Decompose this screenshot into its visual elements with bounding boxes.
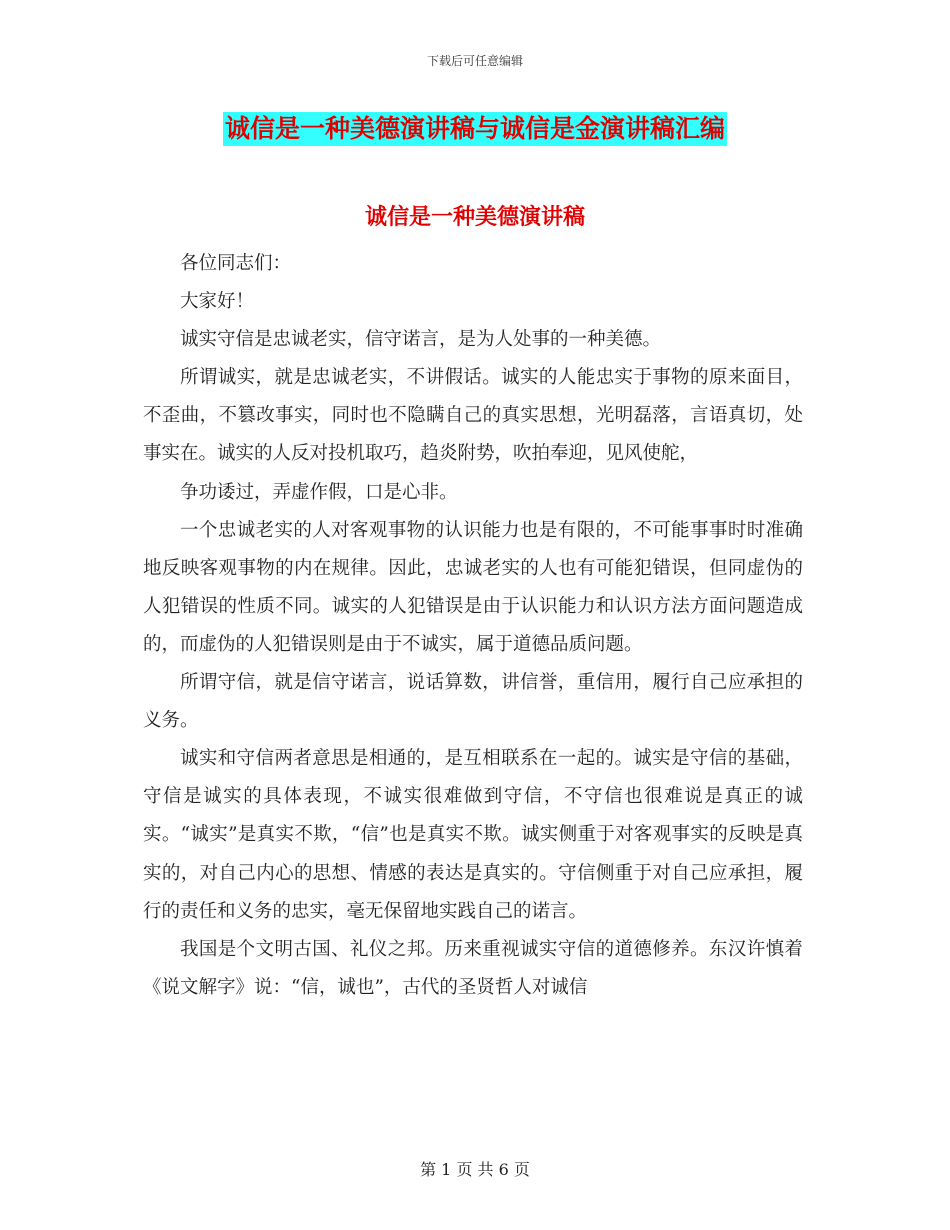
document-title-container [0,112,950,146]
page-header-note: 下载后可任意编辑 [426,54,523,68]
paragraph: 一个忠诚老实的人对客观事物的认识能力也是有限的，不可能事事时时准确地反映客观事物的内在规律。因此，忠诚老实的人也有可能犯错误，但同虚伪的人犯错误的性质不同。诚实的人犯错误是由于认识能力和认识方法方面问题造成的，而虚伪的人犯错误则是由于不诚实，属于道德品质问题。 [143,519,803,655]
paragraph: 所谓诚实，就是忠诚老实，不讲假话。诚实的人能忠实于事物的原来面目，不歪曲，不篡改事实，同时也不隐瞒自己的真实思想，光明磊落，言语真切，处事实在。诚实的人反对投机取巧，趋炎附势，吹拍奉迎，见风使舵， [143,367,803,465]
paragraph: 各位同志们： [180,253,292,274]
page-number-footer: 第 1 页 共 6 页 [420,1160,530,1179]
paragraph: 所谓守信，就是信守诺言，说话算数，讲信誉，重信用，履行自己应承担的义务。 [143,672,803,732]
document-title: 诚信是一种美德演讲稿与诚信是金演讲稿汇编 [223,112,727,146]
paragraph: 诚实和守信两者意思是相通的，是互相联系在一起的。诚实是守信的基础，守信是诚实的具体表现，不诚实很难做到守信，不守信也很难说是真正的诚实。“诚实”是真实不欺，“信”也是真实不欺。诚实侧重于对客观事实的反映是真实的，对自己内心的思想、情感的表达是真实的。守信侧重于对自己应承担，履行的责任和义务的忠实，毫无保留地实践自己的诺言。 [143,748,803,922]
document-body [143,245,803,1007]
paragraph: 大家好！ [180,291,255,313]
paragraph: 争功诿过，弄虚作假，口是心非。 [180,481,458,503]
paragraph: 诚实守信是忠诚老实，信守诺言，是为人处事的一种美德。 [180,329,662,351]
paragraph: 我国是个文明古国、礼仪之邦。历来重视诚实守信的道德修养。东汉许慎着《说文解字》说：“信，诚也”，古代的圣贤哲人对诚信 [143,938,803,998]
section-title: 诚信是一种美德演讲稿 [364,205,585,230]
